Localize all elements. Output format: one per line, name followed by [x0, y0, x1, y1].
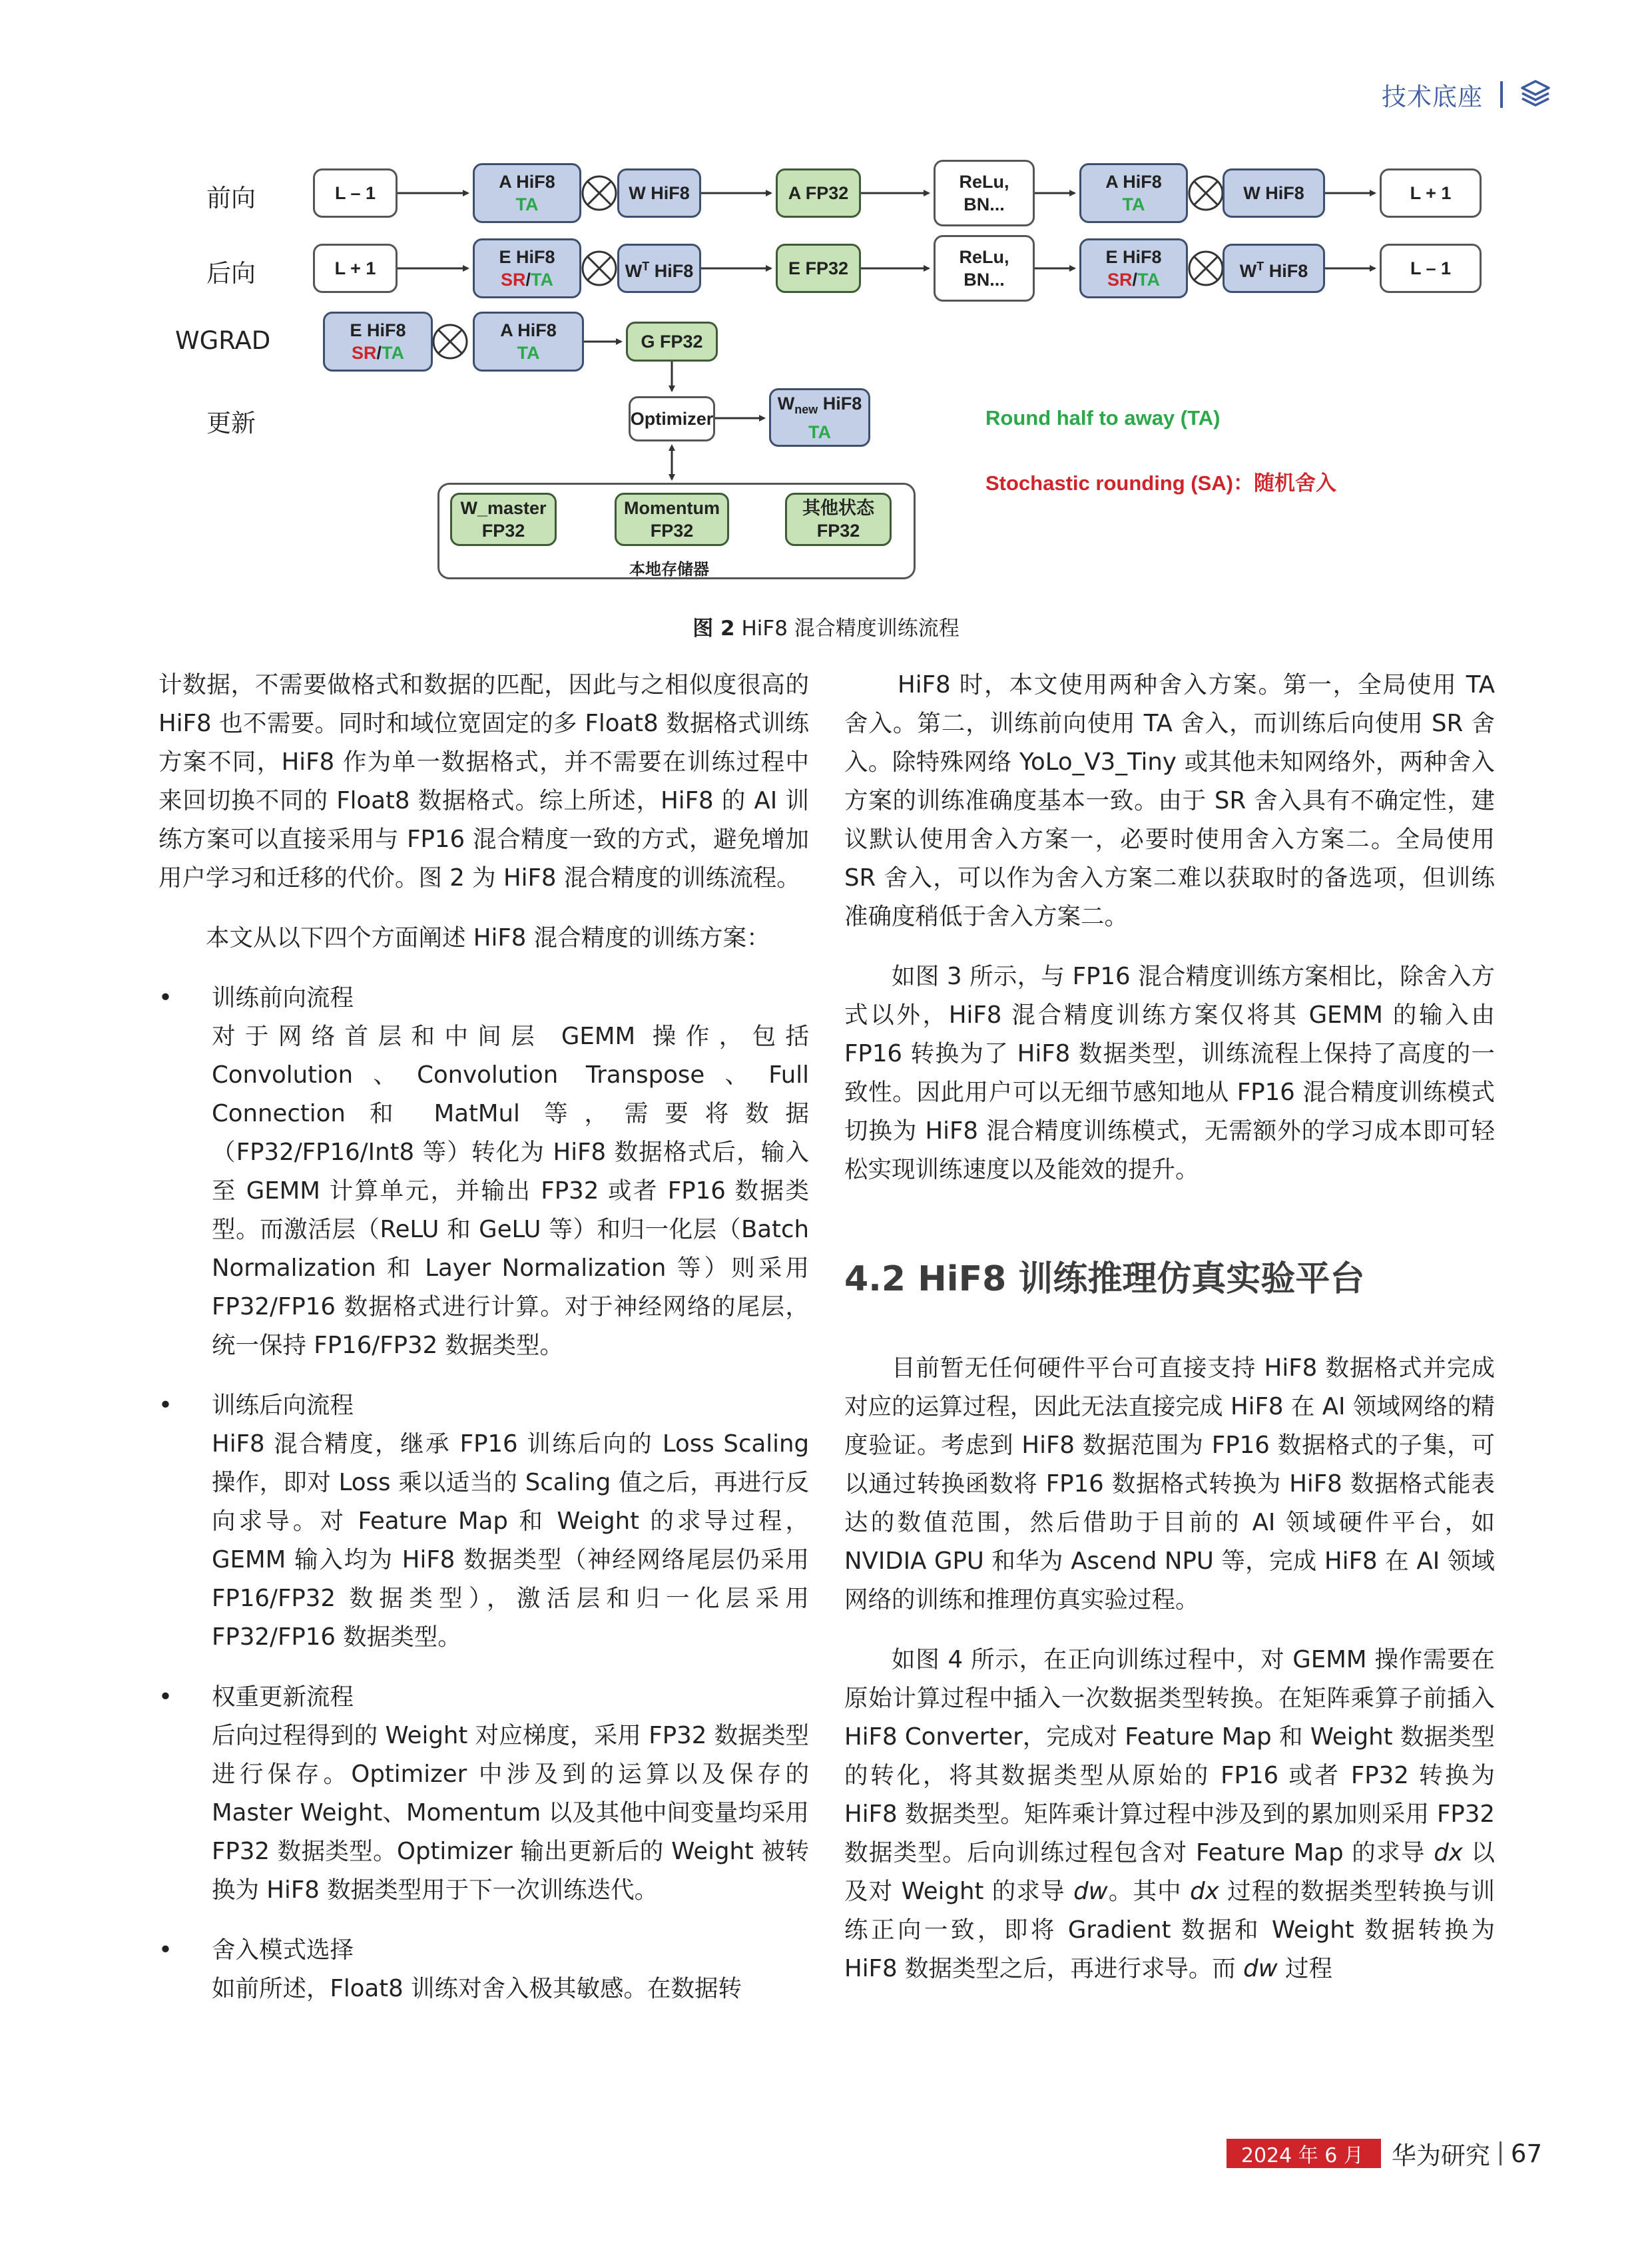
- box-backward-output: L – 1: [1380, 244, 1482, 293]
- publication-name: 华为研究: [1391, 2141, 1490, 2170]
- box-backward-e-fp32: E FP32: [776, 244, 861, 293]
- bullet-backward: • 训练后向流程: [158, 1392, 354, 1419]
- box-wgrad-g-fp32: G FP32: [626, 322, 718, 362]
- figure-2: [153, 143, 1498, 596]
- paragraph: 如前所述，Float8 训练对舍入极其敏感。在数据转: [212, 1975, 742, 2002]
- legend-sr: Stochastic rounding (SA)：随机舍入: [985, 471, 1336, 495]
- paragraph: 目前暂无任何硬件平台可直接支持 HiF8 数据格式并完成对应的运算过程，因此无法直接完成 HiF8 在 AI 领域网络的精度验证。考虑到 HiF8 数据范围为 FP16 数据格式的子集，可以通过转换函数将 FP16 数据格式转换为 HiF8 数据格式能表达的数值范围，然后借助于目前的 AI 领域硬件平台，如 NVIDIA GPU 和华为 Ascend NPU 等，完成 HiF8 在 AI 领域网络的训练和推理仿真实验过程。: [844, 1354, 1495, 1613]
- box-forward-w-hif8: W HiF8: [617, 168, 701, 218]
- box-wgrad-e-hif8: E HiF8 SR/TA: [323, 312, 433, 372]
- bullet-rounding-mode: • 舍入模式选择: [158, 1936, 354, 1964]
- bullet-weight-update: • 权重更新流程: [158, 1683, 354, 1711]
- box-w-master-fp32: W_master FP32: [450, 493, 557, 546]
- paragraph: 对于网络首层和中间层 GEMM 操作，包括 Convolution、Convolution Transpose、Full Connection 和 MatMul 等，需要将数据（FP32/FP16/Int8 等）转化为 HiF8 数据格式后，输入至 GEMM 计算单元，并输出 FP32 或者 FP16 数据类型。而激活层（ReLU 和 GeLU 等）和归一化层（Batch Normalization 和 Layer Normalization 等）则采用 FP32/FP16 数据格式进行计算。对于神经网络的尾层，统一保持 FP16/FP32 数据类型。: [212, 1023, 809, 1359]
- legend-ta: Round half to away (TA): [985, 406, 1221, 429]
- box-forward-a2-hif8: A HiF8 TA: [1079, 163, 1188, 223]
- box-w-new-hif8: $W_{new}$ HiF8 TA: [769, 388, 870, 447]
- section-heading: 4.2 HiF8 训练推理仿真实验平台: [844, 1259, 1365, 1299]
- row-label-forward: 前向: [206, 184, 256, 212]
- date-badge: 2024 年 6 月: [1227, 2139, 1381, 2168]
- figure-caption: 图 2 HiF8 混合精度训练流程: [692, 617, 960, 641]
- paragraph: 如图 4 所示，在正向训练过程中，对 GEMM 操作需要在原始计算过程中插入一次数据类型转换。在矩阵乘算子前插入 HiF8 Converter，完成对 Feature Map 和 Weight 数据类型的转化，将其数据类型从原始的 FP16 或者 FP32 转换为 HiF8 数据类型。矩阵乘计算过程中涉及到的累加则采用 FP32 数据类型。后向训练过程包含对 Feature Map 的求导 dx 以及对 Weight 的求导 dw。其中 dx 过程的数据类型转换与训练正向一致，即将 Gradient 数据和 Weight 数据转换为 HiF8 数据类型之后，再进行求导。而 dw 过程: [844, 1646, 1495, 1982]
- paragraph: HiF8 时，本文使用两种舍入方案。第一，全局使用 TA 舍入。第二，训练前向使用 TA 舍入，而训练后向使用 SR 舍入。除特殊网络 YoLo_V3_Tiny 或其他未知网络外，两种舍入方案的训练准确度基本一致。由于 SR 舍入具有不确定性，建议默认使用舍入方案一，必要时使用舍入方案二。全局使用 SR 舍入，可以作为舍入方案二难以获取时的备选项，但训练准确度稍低于舍入方案二。: [844, 671, 1495, 930]
- box-backward-e2-hif8: E HiF8 SR/TA: [1079, 238, 1188, 298]
- box-forward-a-fp32: A FP32: [776, 168, 861, 218]
- page-number: 67: [1510, 2139, 1542, 2168]
- layers-icon: [1519, 79, 1552, 111]
- box-wgrad-a-hif8: A HiF8 TA: [473, 312, 584, 372]
- row-label-update: 更新: [206, 409, 256, 437]
- box-backward-wt-hif8: $W^T$ HiF8: [617, 244, 701, 293]
- page-header: [1382, 75, 1552, 115]
- bullet-forward: • 训练前向流程: [158, 984, 354, 1011]
- local-storage-label: 本地存储器: [629, 561, 709, 579]
- paragraph: HiF8 混合精度，继承 FP16 训练后向的 Loss Scaling 操作，即对 Loss 乘以适当的 Scaling 值之后，再进行反向求导。对 Feature Map 和 Weight 的求导过程，GEMM 输入均为 HiF8 数据类型（神经网络尾层仍采用 FP16/FP32 数据类型），激活层和归一化层采用 FP32/FP16 数据类型。: [212, 1430, 809, 1651]
- row-label-backward: 后向: [206, 259, 256, 288]
- box-forward-a-hif8: A HiF8 TA: [473, 163, 581, 223]
- left-column: [158, 666, 809, 2008]
- header-divider: [1500, 81, 1503, 108]
- right-column: [844, 666, 1495, 1988]
- box-momentum-fp32: Momentum FP32: [615, 493, 729, 546]
- box-forward-output: L + 1: [1380, 168, 1482, 218]
- box-forward-w2-hif8: W HiF8: [1223, 168, 1325, 218]
- paragraph: 计数据，不需要做格式和数据的匹配，因此与之相似度很高的 HiF8 也不需要。同时和域位宽固定的多 Float8 数据格式训练方案不同，HiF8 作为单一数据格式，并不需要在训练过程中来回切换不同的 Float8 数据格式。综上所述，HiF8 的 AI 训练方案可以直接采用与 FP16 混合精度一致的方式，避免增加用户学习和迁移的代价。图 2 为 HiF8 混合精度的训练流程。: [158, 671, 809, 892]
- footer-divider: [1500, 2141, 1502, 2165]
- box-backward-wt2-hif8: $W^T$ HiF8: [1223, 244, 1325, 293]
- box-backward-input: L + 1: [313, 244, 398, 293]
- box-backward-e-hif8: E HiF8 SR/TA: [473, 238, 581, 298]
- page-footer: [1227, 2135, 1542, 2171]
- box-optimizer: Optimizer: [629, 396, 715, 441]
- box-forward-relu-bn: ReLu, BN...: [934, 160, 1035, 226]
- row-label-wgrad: WGRAD: [175, 326, 271, 355]
- paragraph: 如图 3 所示，与 FP16 混合精度训练方案相比，除舍入方式以外，HiF8 混合精度训练方案仅将其 GEMM 的输入由 FP16 转换为了 HiF8 数据类型，训练流程上保持了高度的一致性。因此用户可以无细节感知地从 FP16 混合精度训练模式切换为 HiF8 混合精度训练模式，无需额外的学习成本即可轻松实现训练速度以及能效的提升。: [844, 963, 1495, 1183]
- box-forward-input: L – 1: [313, 168, 398, 218]
- box-backward-relu-bn: ReLu, BN...: [934, 235, 1035, 302]
- box-other-state-fp32: 其他状态 FP32: [785, 493, 892, 546]
- paragraph: 本文从以下四个方面阐述 HiF8 混合精度的训练方案：: [206, 924, 770, 952]
- header-title: 技术底座: [1382, 83, 1483, 111]
- paragraph: 后向过程得到的 Weight 对应梯度，采用 FP32 数据类型进行保存。Optimizer 中涉及到的运算以及保存的 Master Weight、Momentum 以及其他中间变量均采用 FP32 数据类型。Optimizer 输出更新后的 Weight 被转换为 HiF8 数据类型用于下一次训练迭代。: [212, 1722, 809, 1904]
